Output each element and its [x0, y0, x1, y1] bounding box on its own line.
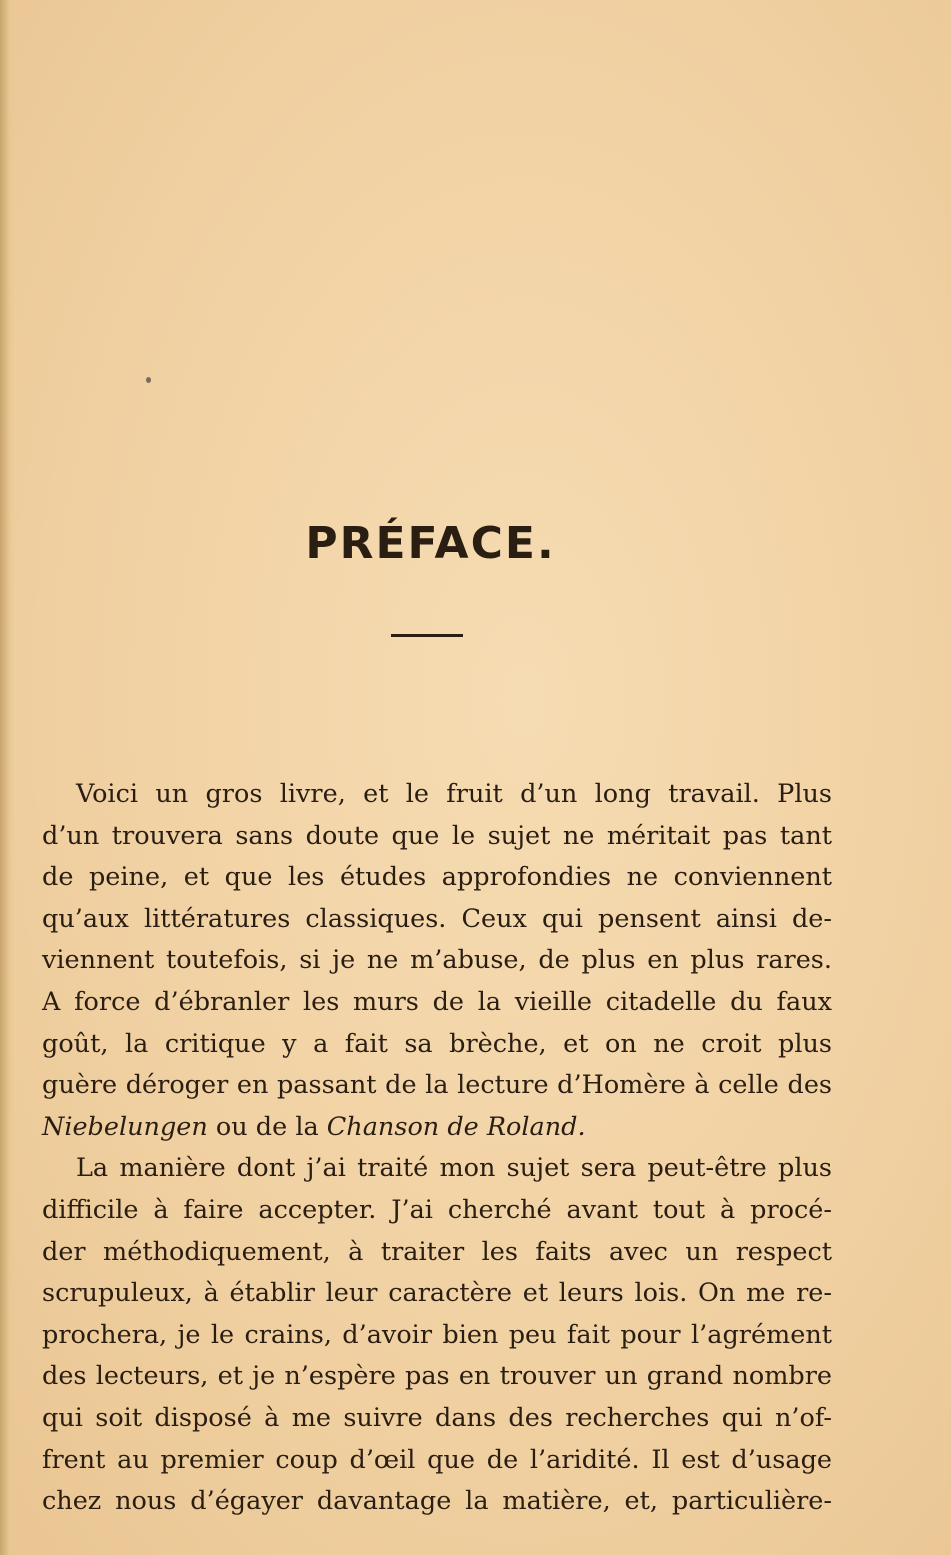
- text-line: qui soit disposé à me suivre dans des recherches qui n’of-: [42, 1402, 832, 1433]
- text-line: chez nous d’égayer davantage la matière, et, particulière-: [42, 1486, 832, 1517]
- title-rule: [391, 634, 463, 637]
- text-line: Voici un gros livre, et le fruit d’un long travail. Plus: [76, 779, 832, 809]
- paragraph-2: [42, 1148, 832, 1522]
- ink-speck: [146, 377, 151, 383]
- italic-title-niebelungen: Niebelungen: [42, 1111, 208, 1142]
- text-line: scrupuleux, à établir leur caractère et leurs lois. On me re-: [42, 1278, 832, 1309]
- text-line: prochera, je le crains, d’avoir bien peu fait pour l’agrément: [42, 1319, 832, 1350]
- text-line-last: [42, 1107, 832, 1149]
- text-line: difficile à faire accepter. J’ai cherché avant tout à procé-: [42, 1194, 832, 1225]
- text-line: A force d’ébranler les murs de la vieille citadelle du faux: [42, 986, 832, 1017]
- text-line: des lecteurs, et je n’espère pas en trouver un grand nombre: [42, 1361, 832, 1392]
- text-line: qu’aux littératures classiques. Ceux qui pensent ainsi de-: [42, 903, 832, 934]
- italic-title-chanson: Chanson de Roland.: [326, 1111, 586, 1142]
- page-binding-edge: [0, 0, 14, 1555]
- text-line: La manière dont j’ai traité mon sujet sera peut-être plus: [76, 1153, 832, 1184]
- text-line: d’un trouvera sans doute que le sujet ne méritait pas tant: [42, 820, 832, 851]
- text-line: frent au premier coup d’œil que de l’aridité. Il est d’usage: [42, 1444, 832, 1475]
- text-line: goût, la critique y a fait sa brèche, et on ne croit plus: [42, 1028, 832, 1059]
- connector-text: ou de la: [207, 1111, 327, 1142]
- page-title: PRÉFACE.: [305, 518, 556, 569]
- text-line: de peine, et que les études approfondies ne conviennent: [42, 862, 832, 893]
- text-line: guère déroger en passant de la lecture d’Homère à celle des: [42, 1070, 832, 1101]
- text-line: der méthodiquement, à traiter les faits avec un respect: [42, 1236, 832, 1267]
- preface-text: [42, 774, 832, 1523]
- text-line: viennent toutefois, si je ne m’abuse, de plus en plus rares.: [42, 945, 832, 976]
- paragraph-1: [42, 774, 832, 1148]
